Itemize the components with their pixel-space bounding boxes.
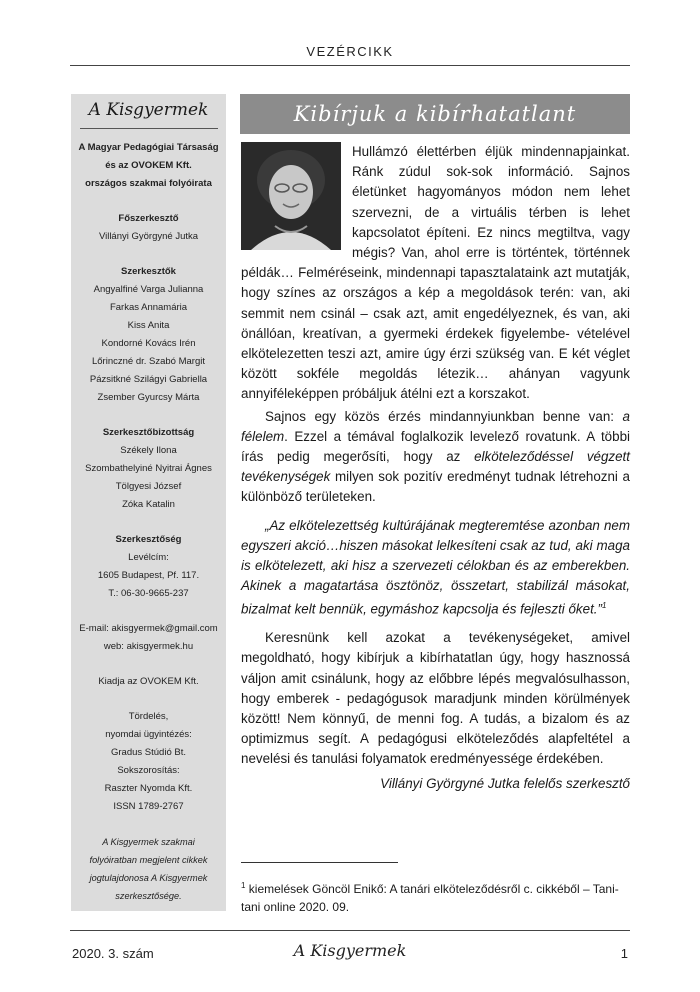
publisher-info: A Magyar Pedagógiai Társaság és az OVOKEM Kft. országos szakmai folyóirata: [78, 142, 219, 189]
email-address[interactable]: E-mail: akisgyermek@gmail.com: [79, 623, 218, 634]
editor-name: Angyalfiné Varga Julianna: [93, 284, 204, 295]
footnote-ref: 1: [601, 601, 607, 611]
editor-name: Kiss Anita: [127, 320, 170, 331]
board-block: [71, 424, 226, 514]
board-member: Székely Ilona: [120, 445, 177, 456]
quote-paragraph: „Az elkötelezettség kultúrájának megteremtése azonban nem egyszeri akció…hiszen másokat lelkesíteni csak az tud, aki maga is elkötelezett, aki hisz a szervezeti célokban és az emberekben. Akinek a magatartása ösztönöz, összetart, stabilizál másokat, bizalmat kelt bennük, egymáshoz kapcsolja és fejleszti őket.”$^1$: [241, 517, 630, 617]
article-title: Kibírjuk a kibírhatatlant: [240, 94, 630, 134]
footer-rule: [70, 930, 630, 931]
editor-in-chief-block: [71, 210, 226, 246]
issue-number: 2020. 3. szám: [72, 946, 154, 961]
editor-name: Lőrinczné dr. Szabó Margit: [91, 356, 205, 367]
paragraph-2: Sajnos egy közös érzés mindannyiunkban benne van: a félelem. Ezzel a témával foglalkozik levelező rovatunk. A többi írás pedig megerősíti, hogy az elköteleződéssel végzett tevékenységek milyen sok pozitív eredményt tudnak létrehozni a különböző területeken.: [241, 408, 630, 505]
emphasis-commitment: elköteleződéssel végzett tevékenységek: [241, 449, 630, 485]
footnote-rule: [241, 862, 398, 863]
footer-magazine-name: A Kisgyermek: [293, 941, 407, 960]
issuer-block: Kiadja az OVOKEM Kft.: [98, 676, 199, 687]
editors-block: [71, 263, 226, 407]
contact-block: [71, 620, 226, 656]
issn: ISSN 1789-2767: [113, 801, 184, 812]
board-heading: Szerkesztőbizottság: [102, 427, 195, 438]
copyright-block: A Kisgyermek szakmai folyóiratban megjelent cikkek jogtulajdonosa A Kisgyermek szerkesztősége.: [89, 837, 208, 901]
board-member: Zóka Katalin: [122, 499, 175, 510]
editors-heading: Szerkesztők: [121, 266, 176, 277]
footnote: $^1$ kiemelések Göncöl Enikő: A tanári elköteleződésről c. cikkéből – Tani-tani online 2020. 09.: [241, 881, 619, 914]
website-address[interactable]: web: akisgyermek.hu: [103, 641, 194, 652]
emphasis-fear: a félelem: [241, 408, 630, 444]
office-block: Szerkesztőség Levélcím: 1605 Budapest, Pf. 117. T.: 06-30-9665-237: [71, 531, 226, 603]
article-body: [241, 142, 630, 794]
lead-paragraph: Hullámzó élettérben éljük mindennapjainkat. Ránk zúdul sok-sok információ. Sajnos életünket hagyományos módon nem lehet szervezni, de a virtuális térben is lehet kapcsolatot építeni. Ez nincs megtiltva, vagy mégis? Van, ahol erre is történtek, történnek példák… Felméréseink, mindennapi tapasztalataink azt mutatják, hogy színes az országos a kép a megoldások terén: van, aki semmit nem csinál – csak azt, amit engedélyeznek, és van, aki önállóan, kreatívan, a gyermeki érdekek figyelembe- vételével elkötelezetten teszi azt, amire úgy érzi szükség van. E két véglet között sokféle megoldás létezik… ahányan vagyunk annyiféleképpen próbáljuk átélni ezt a korszakot.: [241, 144, 630, 402]
editor-name: Farkas Annamária: [109, 302, 188, 313]
paragraph-4: Keresnünk kell azokat a tevékenységeket, amivel megoldható, hogy kibírjuk a kibírhatatlan úgy, hogy hasznossá váljon amit csinálunk, hogy az előbbre lépés megvalósulhasson, hogy emberek - pedagógusok maradjunk minden körülmények között! Nem könnyű, de menni fog. A tudás, a bizalom és az optimizmus segít. A pedagógusi elköteleződés alapfeltétel a nevelési és tanulási folyamatok eredményessége érdekében.: [241, 630, 630, 767]
board-member: Tölgyesi József: [115, 481, 182, 492]
phone-number: T.: 06-30-9665-237: [108, 588, 189, 599]
editor-name: Kondorné Kovács Irén: [101, 338, 196, 349]
editor-name: Zsember Gyurcsy Márta: [97, 392, 200, 403]
office-heading: Szerkesztőség: [115, 534, 182, 545]
editor-in-chief-name: Villányi Györgyné Jutka: [98, 231, 199, 242]
section-label: VEZÉRCIKK: [306, 44, 394, 59]
masthead-title: A Kisgyermek: [88, 100, 209, 120]
masthead-divider: [80, 128, 218, 129]
signature: Villányi Györgyné Jutka felelős szerkesztő: [380, 775, 630, 791]
page-number: 1: [620, 946, 628, 961]
masthead-sidebar: [71, 94, 226, 911]
editor-name: Pázsitkné Szilágyi Gabriella: [89, 374, 208, 385]
header-rule: [70, 65, 630, 66]
board-member: Szombathelyiné Nyitrai Ágnes: [85, 463, 212, 474]
editor-in-chief-heading: Főszerkesztő: [118, 213, 179, 224]
production-block: Tördelés, nyomdai ügyintézés: Gradus Stúdió Bt. Sokszorosítás: Raszter Nyomda Kft. ISSN 1789-2767: [71, 708, 226, 816]
